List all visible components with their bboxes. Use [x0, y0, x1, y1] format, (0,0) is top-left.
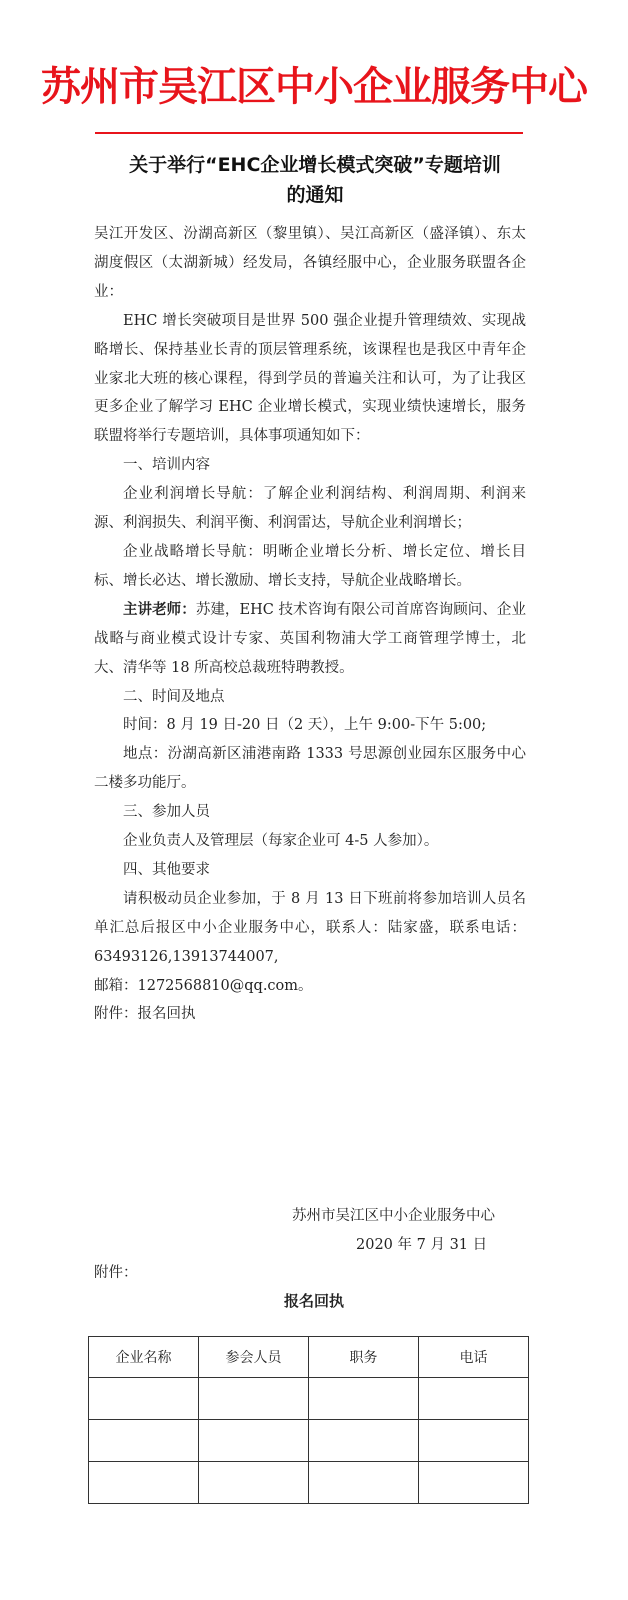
signature-org: 苏州市吴江区中小企业服务中心: [292, 1208, 495, 1224]
column-phone: 电话: [419, 1337, 529, 1378]
column-position: 职务: [309, 1337, 419, 1378]
addressee: 吴江开发区、汾湖高新区（黎里镇）、吴江高新区（盛泽镇）、东太湖度假区（太湖新城）经发局，各镇经服中心，企业服务联盟各企业：: [94, 226, 526, 300]
lecturer-text: 苏建，EHC 技术咨询有限公司首席咨询顾问、企业战略与商业模式设计专家、英国利物浦大学工商管理学博士，北大、清华等 18 所高校总裁班特聘教授。: [94, 601, 526, 676]
notice-title-line2: 的通知: [286, 184, 344, 206]
column-attendees: 参会人员: [199, 1337, 309, 1378]
receipt-cell: [419, 1378, 529, 1420]
receipt-row: [89, 1462, 529, 1504]
receipt-attachment-label: 附件：: [94, 1265, 138, 1281]
participants-text: 企业负责人及管理层（每家企业可 4-5 人参加）。: [123, 833, 439, 850]
requirements-text: 请积极动员企业参加，于 8 月 13 日下班前将参加培训人员名单汇总后报区中小企业服务中心，联系人：陆家盛，联系电话：63493126,13913744007,: [94, 890, 526, 965]
receipt-row: [89, 1378, 529, 1420]
place-text: 地点：汾湖高新区浦港南路 1333 号思源创业园东区服务中心二楼多功能厅。: [94, 746, 526, 792]
notice-title-line1: 关于举行“EHC企业增长模式突破”专题培训: [129, 154, 501, 176]
section2-heading: 二、时间及地点: [123, 688, 225, 705]
lecturer-paragraph: [94, 596, 526, 683]
receipt-table: [88, 1336, 529, 1504]
receipt-cell: [419, 1420, 529, 1462]
notice-body: [94, 220, 526, 1029]
email-text: 邮箱：1272568810@qq.com。: [94, 977, 313, 994]
receipt-cell: [199, 1378, 309, 1420]
attachment-text: 附件：报名回执: [94, 1006, 196, 1023]
lecturer-label: 主讲老师：: [123, 600, 196, 618]
receipt-cell: [89, 1420, 199, 1462]
intro-paragraph: EHC 增长突破项目是世界 500 强企业提升管理绩效、实现战略增长、保持基业长青的顶层管理系统，该课程也是我区中青年企业家北大班的核心课程，得到学员的普遍关注和认可，为了让我区更多企业了解学习 EHC 企业增长模式，实现业绩快速增长，服务联盟将举行专题培训，具体事项通知如下：: [94, 312, 526, 445]
receipt-cell: [309, 1378, 419, 1420]
receipt-cell: [309, 1420, 419, 1462]
receipt-cell: [309, 1462, 419, 1504]
receipt-row: [89, 1420, 529, 1462]
section4-heading: 四、其他要求: [123, 861, 210, 878]
receipt-cell: [89, 1462, 199, 1504]
receipt-title: 报名回执: [283, 1292, 344, 1310]
content-strategy: 企业战略增长导航：明晰企业增长分析、增长定位、增长目标、增长必达、增长激励、增长支持，导航企业战略增长。: [94, 543, 526, 589]
receipt-cell: [419, 1462, 529, 1504]
receipt-cell: [199, 1462, 309, 1504]
content-profit: 企业利润增长导航：了解企业利润结构、利润周期、利润来源、利润损失、利润平衡、利润雷达，导航企业利润增长；: [94, 486, 526, 532]
receipt-body: [89, 1378, 529, 1504]
org-header-title: 苏州市吴江区中小企业服务中心: [41, 63, 587, 110]
signature-date: 2020 年 7 月 31 日: [356, 1237, 488, 1253]
section3-heading: 三、参加人员: [123, 804, 210, 821]
section1-heading: 一、培训内容: [123, 457, 210, 474]
notice-title: [80, 150, 550, 210]
receipt-cell: [199, 1420, 309, 1462]
time-text: 时间：8 月 19 日-20 日（2 天），上午 9:00-下午 5:00;: [123, 717, 487, 734]
column-company: 企业名称: [89, 1337, 199, 1378]
receipt-header-row: [89, 1337, 529, 1378]
receipt-cell: [89, 1378, 199, 1420]
header-red-rule: [95, 132, 523, 134]
